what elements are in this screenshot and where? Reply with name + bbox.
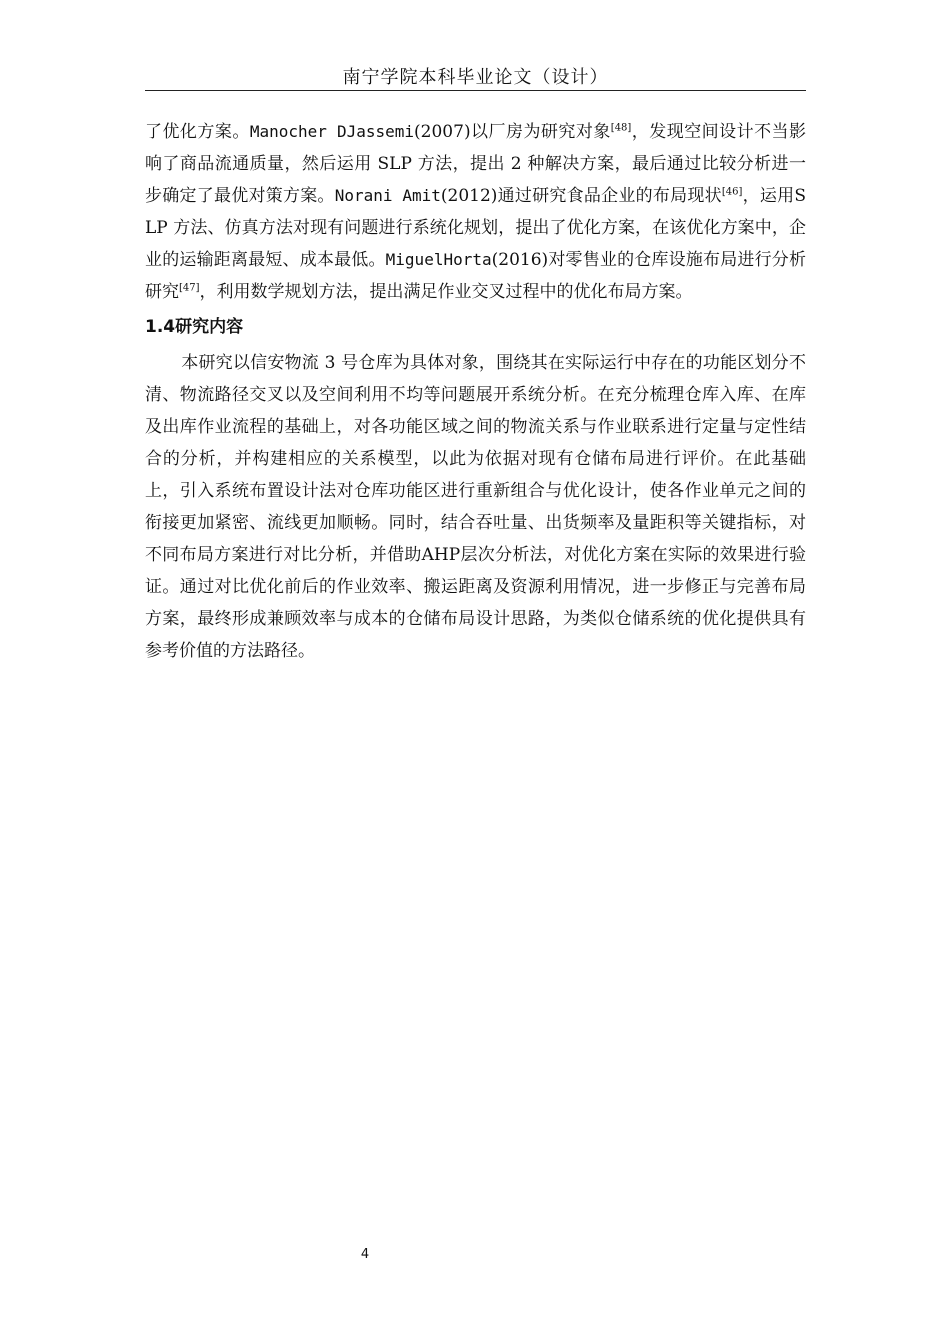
page-header <box>145 66 806 91</box>
year: (2007) <box>414 122 471 142</box>
citation-ref: [46] <box>721 186 743 198</box>
citation-ref: [47] <box>179 282 200 294</box>
text-run: 方法，提出 2 种解决方案，最后通过比较分析进一步确定了最优对策方案。 <box>145 154 806 206</box>
main-content <box>145 116 806 667</box>
text-run: ，运用 <box>742 186 795 206</box>
header-title: 南宁学院本科毕业论文（设计） <box>342 67 609 88</box>
text-run: ，利用数学规划方法，提出满足作业交叉过程中的优化布局方案。 <box>199 282 693 302</box>
term-slp: SLP <box>377 154 412 174</box>
text-run: 本研究以信安物流 3 号仓库为具体对象，围绕其在实际运行中存在的功能区划分不清、物流路径交叉以及空间利用不均等问题展开系统分析。在充分梳理仓库入库、在库及出库作业流程的基础上，对各功能区域之间的物流关系与作业联系进行定量与定性结合的分析，并构建相应的关系模型，以此为依据对现有仓储布局进行评价。在此基础上，引入系统布置设计法对仓库功能区进行重新组合与优化设计，使各作业单元之间的衔接更加紧密、流线更加顺畅。同时，结合吞吐量、出货频率及量距积等关键指标，对不同布局方案进行对比分析，并借助 <box>145 353 806 565</box>
text-run: 层次分析法，对优化方案在实际的效果进行验证。通过对比优化前后的作业效率、搬运距离及资源利用情况，进一步修正与完善布局方案，最终形成兼顾效率与成本的仓储布局设计思路，为类似仓储系统的优化提供具有参考价值的方法路径。 <box>145 545 807 661</box>
author-name: MiguelHorta <box>385 250 492 269</box>
text-run: 通过研究食品企业的布局现状 <box>497 186 722 206</box>
author-name: Norani Amit <box>334 186 441 205</box>
text-run: ，发现空间设计不当影响了商品流通质量，然后运用 <box>145 122 807 174</box>
paragraph-literature-review <box>145 116 806 308</box>
author-name: Manocher DJassemi <box>249 122 415 141</box>
term-ahp: AHP <box>421 545 461 565</box>
section-heading: 1.4研究内容 <box>145 317 244 337</box>
text-run: 了优化方案。 <box>145 122 250 142</box>
text-run: 方法、仿真方法对现有问题进行系统化规划，提出了优化方案，在该优化方案中，企业的运输距离最短、成本最低。 <box>145 218 806 270</box>
text-run: 以厂房为研究对象 <box>470 122 611 142</box>
text-run: 对零售业的仓库设施布局进行分析研究 <box>145 250 807 302</box>
term-slp: SLP <box>145 186 807 238</box>
page-number: 4 <box>360 1247 370 1262</box>
citation-ref: [48] <box>610 122 632 134</box>
year: (2016) <box>491 250 549 270</box>
paragraph-research-content <box>145 347 806 667</box>
year: (2012) <box>440 186 498 206</box>
